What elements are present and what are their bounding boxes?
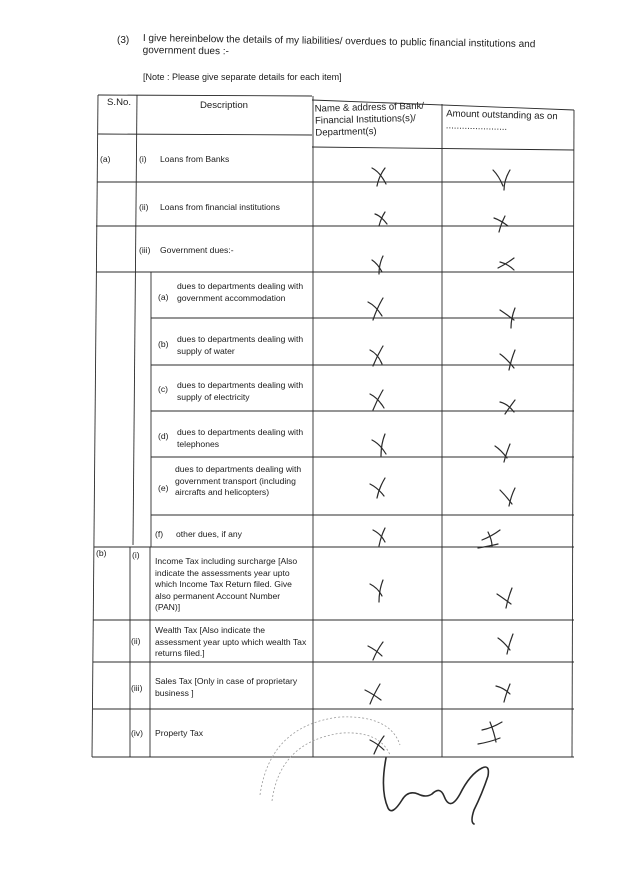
row-description: Loans from financial institutions [160,202,280,212]
header-sno: S.No. [107,97,131,108]
row-description: Property Tax [155,728,204,738]
group-label-b: (b) [96,548,107,558]
cross-mark-icon [373,528,385,546]
cross-mark-icon [368,298,383,320]
cross-mark-icon [495,444,510,462]
row-description: dues to departments dealing with government transport (including aircrafts and helicopters) [175,464,302,497]
cross-mark-icon [370,346,383,366]
section-number: (3) [117,35,130,46]
row-description: dues to departments dealing with supply of electricity [177,380,304,402]
row-num: (b) [158,339,169,349]
row-description: other dues, if any [176,529,242,539]
row-description: dues to departments dealing with telephones [177,427,304,449]
row-description: Loans from Banks [160,154,230,164]
header-amount: Amount outstanding as on ....................... [445,108,558,133]
cross-mark-icon [478,722,502,744]
cross-mark-icon [372,434,386,456]
row-description: dues to departments dealing with government accommodation [177,281,304,303]
row-num: (ii) [139,202,149,212]
row-num: (i) [139,154,147,164]
header-name-address: Name & address of Bank/ Financial Institutions(s)/ Department(s) [314,100,425,139]
row-num: (a) [158,292,169,302]
cross-mark-icon [500,400,515,414]
group-label-a: (a) [100,154,111,164]
cross-mark-icon [365,684,381,704]
row-description: Sales Tax [Only in case of proprietary business ] [155,676,298,698]
row-description: Government dues:- [160,245,234,255]
cross-mark-icon [370,390,384,410]
row-description: Income Tax including surcharge [Also indicate the assessments year upto which Income Tax Return filed. Give also permanent Account Number (PAN)] [155,556,298,612]
row-num: (iv) [131,728,143,738]
cross-mark-icon [497,588,512,608]
row-description: dues to departments dealing with supply of water [177,334,304,356]
row-num: (iii) [131,683,143,693]
cross-mark-icon [498,258,514,270]
header-description: Description [200,100,248,111]
row-num: (d) [158,431,169,441]
cross-mark-icon [372,256,383,274]
cross-mark-icon [500,308,515,328]
row-description: Wealth Tax [Also indicate the assessment year upto which wealth Tax returns filed.] [155,625,307,658]
cross-mark-icon [493,170,510,190]
cross-mark-icon [368,642,383,660]
cross-mark-icon [494,216,508,232]
row-num: (iii) [139,245,151,255]
cross-mark-icon [478,530,500,548]
cross-mark-icon [370,478,385,498]
section-intro: I give hereinbelow the details of my liabilities/ overdues to public financial institutions and government dues :- [142,33,536,58]
row-num: (e) [158,483,169,493]
cross-mark-icon [375,212,387,226]
cross-mark-icon [500,488,515,506]
cross-mark-icon [498,634,513,654]
row-num: (f) [155,529,164,539]
cross-mark-icon [372,168,386,186]
section-note: [Note : Please give separate details for each item] [143,72,342,82]
row-num: (i) [132,550,140,560]
signature [378,750,518,830]
row-num: (ii) [131,636,141,646]
cross-mark-icon [500,350,515,370]
row-num: (c) [158,384,169,394]
cross-mark-icon [496,684,510,702]
cross-mark-icon [370,580,383,602]
